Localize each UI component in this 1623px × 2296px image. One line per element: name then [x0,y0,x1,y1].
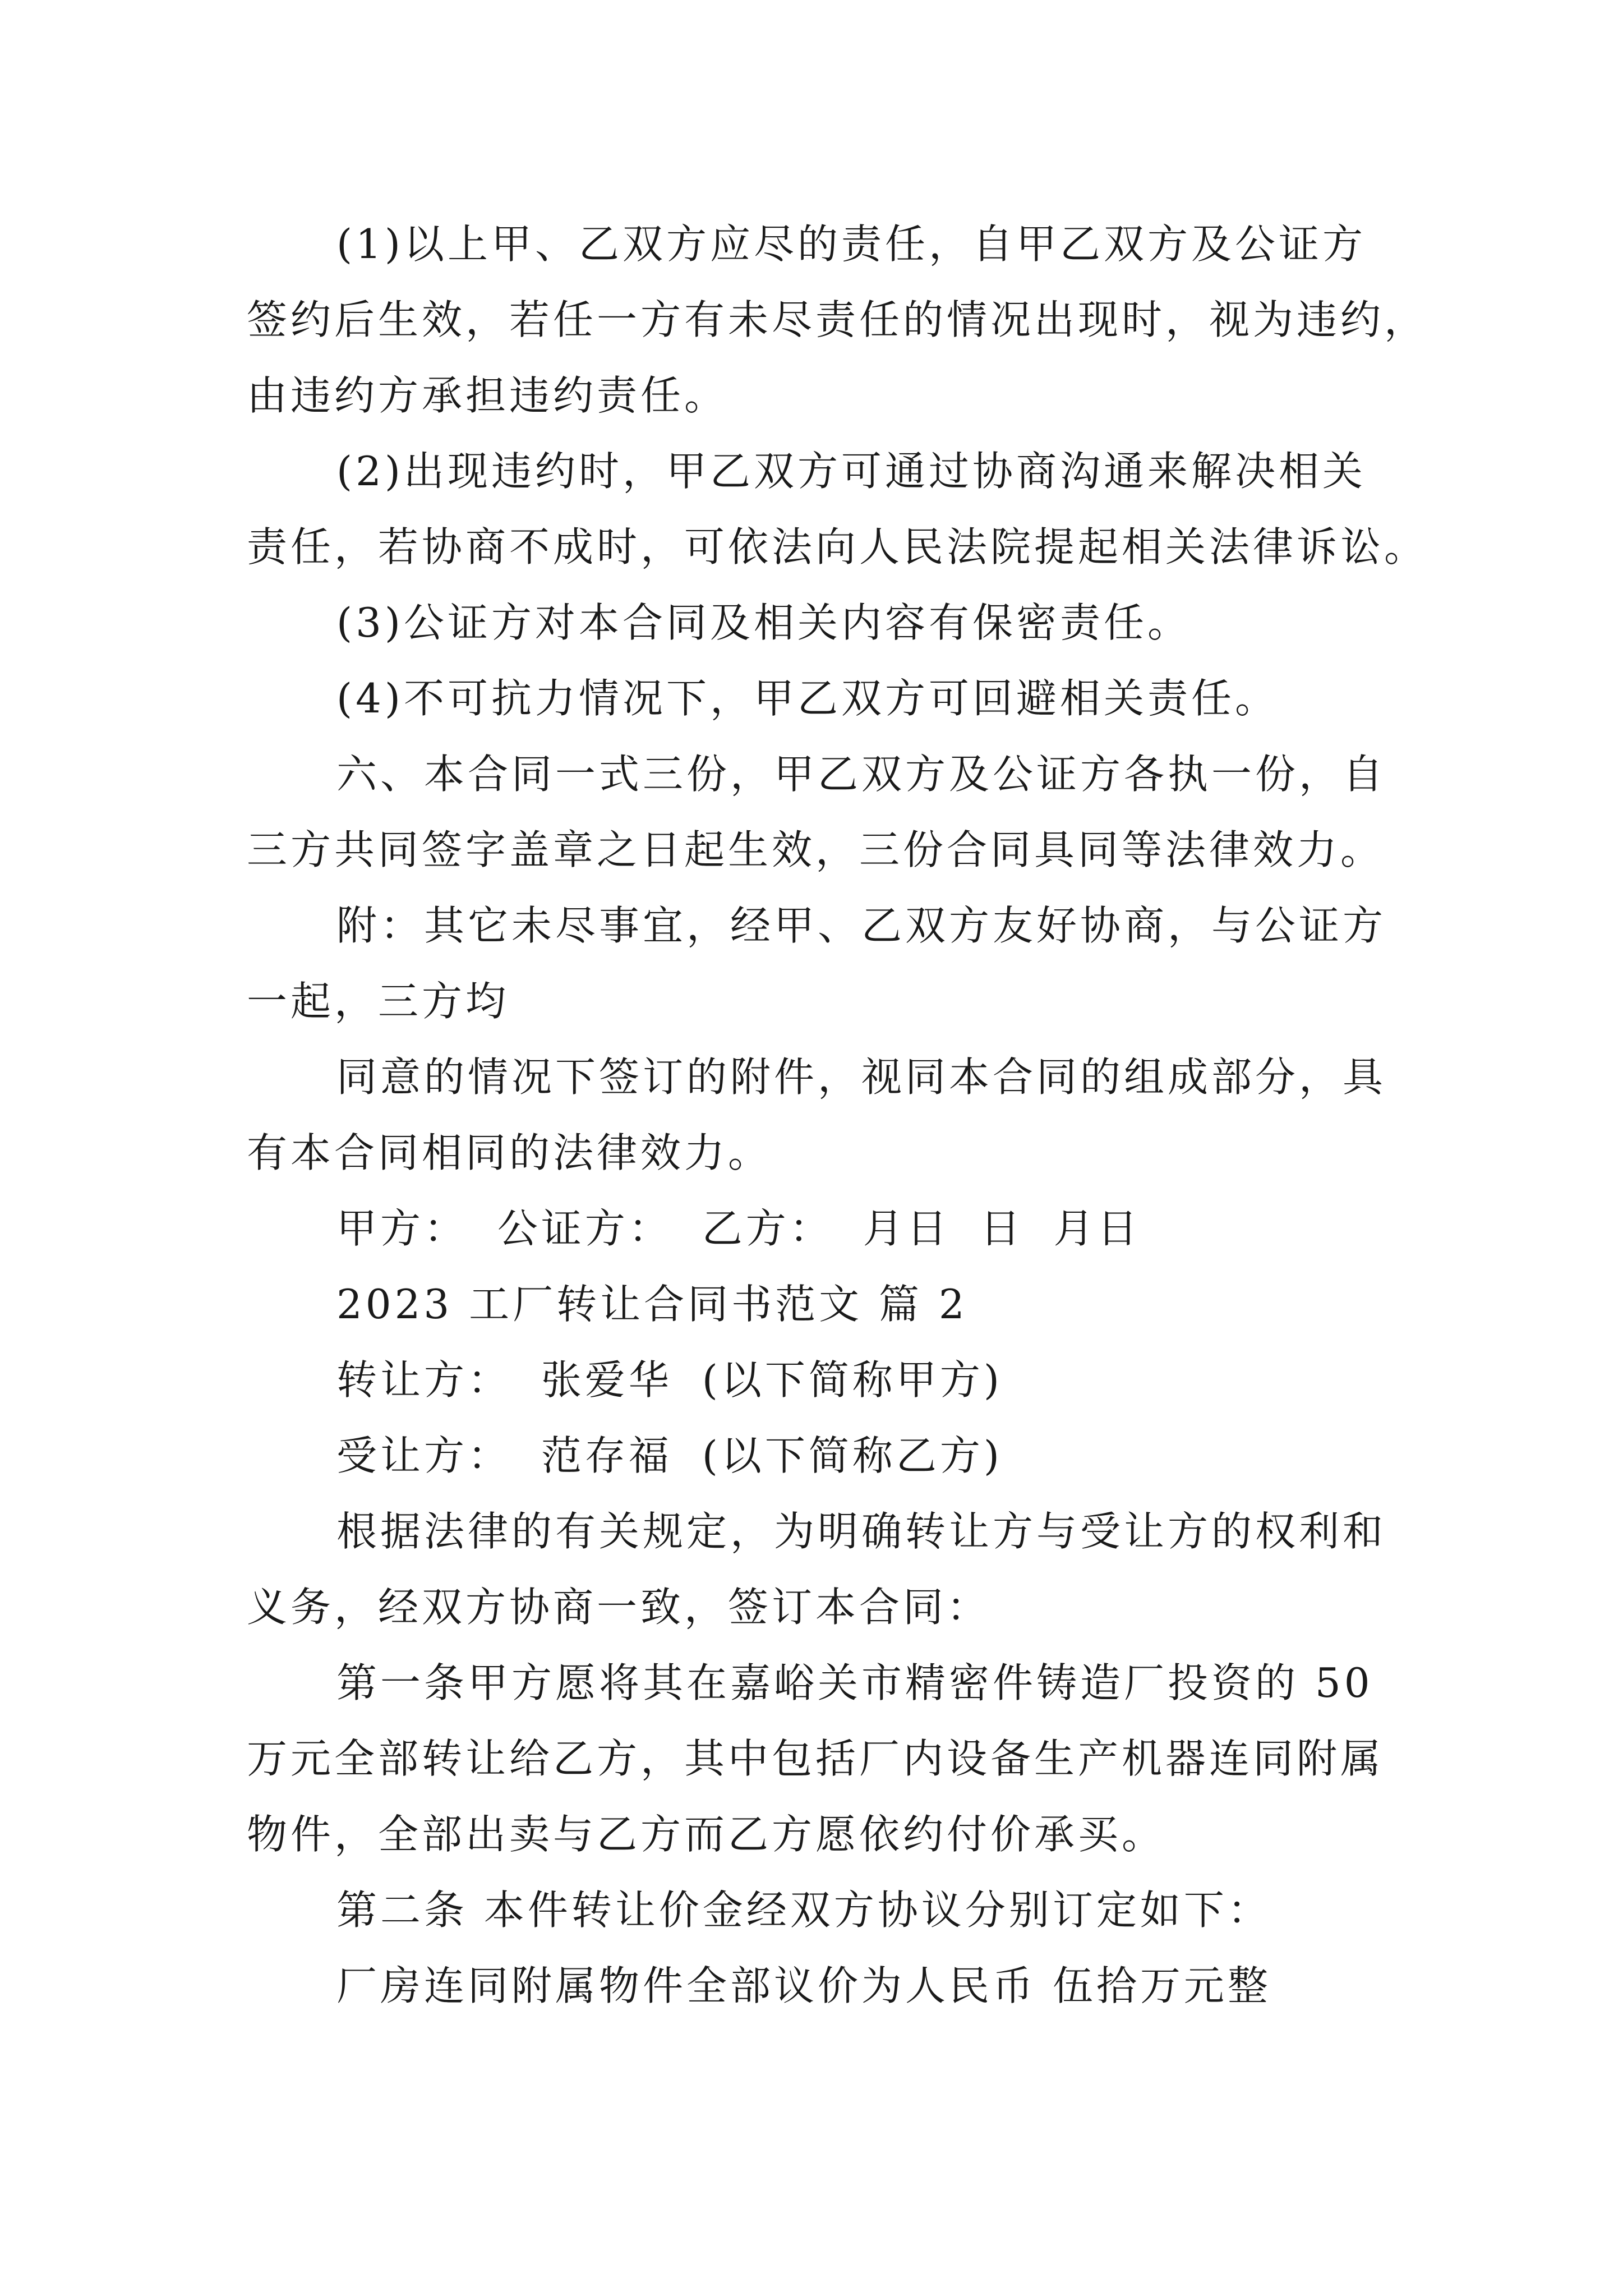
article-2-line-2: 厂房连同附属物件全部议价为人民币 伍拾万元整 [336,1962,1271,2009]
appendix-line-2: 一起，三方均 [247,978,510,1025]
clause-5-4: (4)不可抗力情况下，甲乙双方可回避相关责任。 [336,675,1279,722]
preamble-line-2: 义务，经双方协商一致，签订本合同： [247,1584,991,1631]
clause-5-1-line-2: 签约后生效，若任一方有未尽责任的情况出现时，视为违约， [247,296,1428,343]
transferor-line: 转让方： 张爱华 (以下简称甲方) [336,1356,1003,1404]
appendix-line-3: 同意的情况下签订的附件，视同本合同的组成部分，具 [336,1053,1387,1101]
clause-5-1-line-3: 由违约方承担违约责任。 [247,372,728,419]
article-1-line-1: 第一条甲方愿将其在嘉峪关市精密件铸造厂投资的 50 [336,1659,1373,1706]
clause-6-line-2: 三方共同签字盖章之日起生效，三份合同具同等法律效力。 [247,826,1385,873]
clause-5-3: (3)公证方对本合同及相关内容有保密责任。 [336,599,1191,646]
signature-line: 甲方： 公证方： 乙方： 月日 日 月日 [336,1205,1141,1252]
clause-5-1-line-1: (1)以上甲、乙双方应尽的责任，自甲乙双方及公证方 [336,220,1366,268]
appendix-line-4: 有本合同相同的法律效力。 [247,1129,772,1176]
preamble-line-1: 根据法律的有关规定，为明确转让方与受让方的权利和 [336,1508,1387,1555]
section-heading: 2023 工厂转让合同书范文 篇 2 [336,1281,968,1328]
clause-5-2-line-2: 责任，若协商不成时，可依法向人民法院提起相关法律诉讼。 [247,523,1428,570]
article-2-line-1: 第二条 本件转让价金经双方协议分别订定如下： [336,1887,1271,1934]
article-1-line-2: 万元全部转让给乙方，其中包括厂内设备生产机器连同附属 [247,1735,1385,1782]
transferee-line: 受让方： 范存福 (以下简称乙方) [336,1432,1003,1479]
appendix-line-1: 附：其它未尽事宜，经甲、乙双方友好协商，与公证方 [336,902,1387,949]
clause-6-line-1: 六、本合同一式三份，甲乙双方及公证方各执一份，自 [336,751,1387,798]
article-1-line-3: 物件，全部出卖与乙方而乙方愿依约付价承买。 [247,1811,1166,1858]
clause-5-2-line-1: (2)出现违约时，甲乙双方可通过协商沟通来解决相关 [336,448,1366,495]
